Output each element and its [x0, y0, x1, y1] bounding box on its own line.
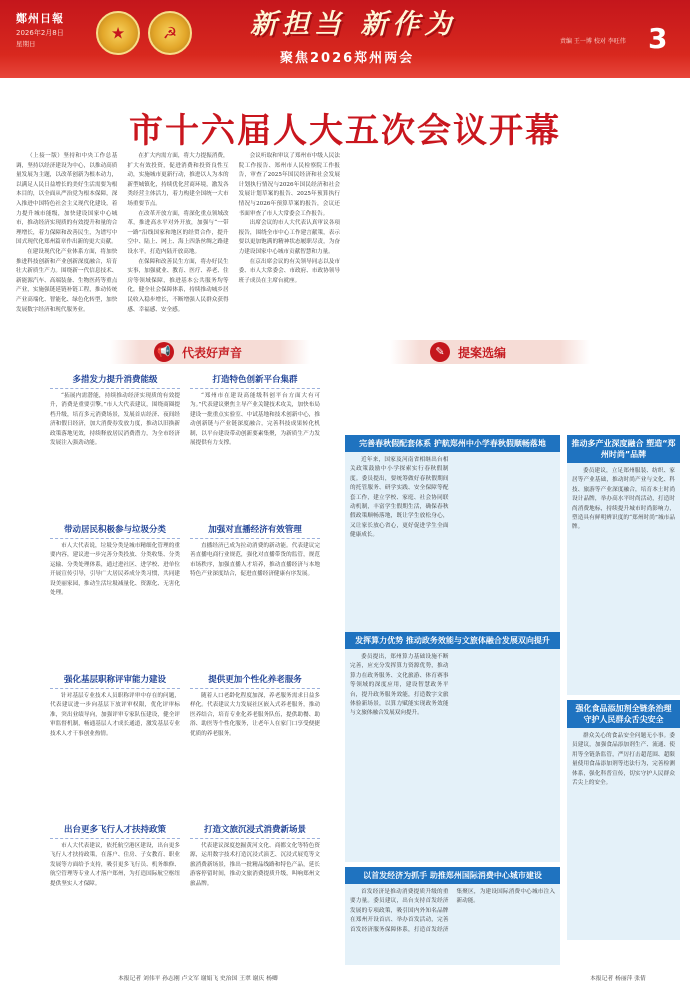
megaphone-icon: 📢: [154, 342, 174, 362]
lead-paragraph: 在保障和改善民生方面，将办好民生实事，加强就业、教育、医疗、养老、住房等领域保障，推进基本公共服务均等化，健全社会保障体系，持续推动城乡居民收入稳步增长，不断增强人民群众获得感、幸福感、安全感。: [127, 258, 229, 313]
proposal-box: [567, 700, 680, 940]
voice-text: 市人大代表建议，依托航空港区建设，出台更多飞行人才扶持政策，在落户、住房、子女教育、职业发展等方面给予支持，吸引更多飞行员、机务维修、航空管理等专业人才落户郑州，为打造国际航空枢纽提供坚实人才保障。: [50, 843, 180, 887]
voice-item: [190, 670, 320, 822]
voice-text: “郑州市在建设高能级科创平台方面大有可为。”代表建议聚焦主导产业关键技术攻关，加快布局建设一批重点实验室、中试基地和技术创新中心，推动创新链与产业链深度融合，完善科技成果转化机制，以平台建设带动创新要素集聚，为新质生产力发展提供有力支撑。: [190, 393, 320, 447]
proposal-text: 委员建议，立足郑州服装、纺织、家居等产业基础，推动时尚产业与文化、科技、旅游等产业深度融合，培育本土时尚设计品牌，举办高水平时尚活动，打造时尚消费地标，持续提升城市时尚影响力，塑造具有鲜明辨识度的“郑州时尚”城市品牌。: [572, 468, 675, 531]
proposal-text: 近年来，国家及河南省相继出台相关政策鼓励中小学探索实行春秋假制度。委员提出，要统筹做好春秋假期间的托管服务、研学实践、安全保障等配套工作，建立学校、家庭、社会协同联动机制，丰富学生假期生活，确保春秋假政策顺畅落地，既让学生放松身心，又让家长放心省心，更好促进学生全面健康成长。: [350, 457, 449, 539]
proposal-text: 群众关心的食品安全问题无小事。委员建议，加强食品添加剂生产、流通、使用等全链条监管，严厉打击超范围、超限量使用食品添加剂等违法行为，完善检测体系，强化科普宣传，切实守护人民群众舌尖上的安全。: [572, 733, 675, 787]
voice-item: [50, 370, 180, 522]
document-icon: ✎: [430, 342, 450, 362]
proposal-box: [345, 632, 560, 862]
voice-item: [50, 520, 180, 672]
lead-paragraph: 在建设现代化产业体系方面，将加快推进科技创新和产业创新深度融合，培育壮大新质生产力。围绕新一代信息技术、新能源汽车、高端装备、生物医药等重点产业，实施强链延链补链工程，推动传统产业高端化、智能化、绿色化转型，加快发展数字经济和现代服务业。: [16, 248, 118, 313]
voice-item: [190, 370, 320, 522]
lead-paragraph: 出席会议的市人大代表认真审议各项报告，围绕全市中心工作建言献策，表示要以更加饱满的精神状态履职尽责，为奋力建设国家中心城市贡献智慧和力量。: [238, 220, 340, 255]
lead-paragraph: 在扩大内需方面，将大力提振消费，扩大有效投资，促进消费和投资良性互动，实施城市更新行动，推进以人为本的新型城镇化，持续优化营商环境，激发各类经营主体活力，着力构建全国统一大市场重要节点。: [127, 153, 229, 207]
voice-title: 多措发力提升消费能级: [50, 370, 180, 389]
main-headline: 市十六届人大五次会议开幕: [129, 111, 561, 151]
voice-title: 加强对直播经济有效管理: [190, 520, 320, 539]
voice-item: [190, 820, 320, 972]
voice-title: 提供更加个性化养老服务: [190, 670, 320, 689]
voice-text: 随着人口老龄化程度加深，养老服务需求日益多样化。代表建议大力发展社区嵌入式养老服务，推动医养结合，培育专业化养老服务队伍，提供助餐、助浴、助医等个性化服务，让老年人在家门口享受便捷优质的养老服务。: [190, 693, 320, 737]
national-emblem-icon: ★: [96, 11, 140, 55]
proposal-title: 完善春秋假配套体系 护航郑州中小学春秋假顺畅落地: [345, 435, 560, 452]
proposal-title: 强化食品添加剂全链条治理 守护人民群众舌尖安全: [567, 700, 680, 728]
lead-paragraph: 在京出席会议的有关领导同志以及市委、市人大常委会、市政府、市政协领导班子成员在主席台就座。: [238, 258, 340, 284]
voice-title: 强化基层职称评审能力建设: [50, 670, 180, 689]
voice-item: [190, 520, 320, 672]
header-banner: [0, 0, 690, 78]
voice-text: 代表建议深度挖掘黄河文化、商都文化等特色资源，运用数字技术打造沉浸式演艺、沉浸式展览等文旅消费新场景，推出一批精品线路和特色产品，延长游客停留时间，推动文旅消费提质升级，叫响郑州文旅品牌。: [190, 843, 320, 887]
slogan: 新担当 新作为: [250, 9, 457, 40]
voices-section-title: 代表好声音: [182, 346, 243, 360]
proposal-title: 推动多产业深度融合 塑造“郑州时尚”品牌: [567, 435, 680, 463]
voices-column: [50, 370, 320, 970]
lead-paragraph: 会议听取和审议了郑州市中级人民法院工作报告、郑州市人民检察院工作报告，审查了2025年国民经济和社会发展计划执行情况与2026年国民经济和社会发展计划草案的报告、2025年预算执行情况与2026年预算草案的报告，会议还书面审查了市人大常委会工作报告。: [238, 153, 340, 217]
lead-paragraph: 在改革开放方面，将深化重点领域改革，推进高水平对外开放，加强与“一带一路”沿线国家和地区的经贸合作，提升空中、陆上、网上、海上四条丝绸之路建设水平，打造内陆开放高地。: [127, 210, 229, 255]
lead-article: [16, 152, 674, 328]
voice-title: 带动居民积极参与垃圾分类: [50, 520, 180, 539]
proposals-column: [345, 370, 680, 970]
voice-item: [50, 670, 180, 822]
left-reporters-byline: 本报记者 刘伟平 孙志刚 卢文军 谢娟飞 史治国 王翠 谢庆 杨卿: [118, 976, 278, 982]
voice-title: 打造特色创新平台集群: [190, 370, 320, 389]
voice-text: 市人大代表说，垃圾分类是城市精细化管理的重要内容，建议进一步完善分类投放、分类收集、分类运输、分类处理体系，通过进社区、进学校、进单位开展宣传引导，引导广大居民养成分类习惯，共同建设美丽家园，推动生活垃圾减量化、资源化、无害化处理。: [50, 543, 180, 597]
voice-text: 直播经济已成为拉动消费的新动能。代表建议完善直播电商行业规范，强化对直播带货的监管，规范市场秩序，加强直播人才培养，推动直播经济与本地特色产业深度结合，促进直播经济健康有序发展。: [190, 543, 320, 578]
page-number: 3: [648, 22, 668, 55]
right-reporters-byline: 本报记者 杨丽萍 张倩: [590, 976, 646, 982]
issue-date: 2026年2月8日: [16, 29, 64, 37]
masthead: 鄭州日報: [16, 12, 64, 25]
voice-title: 打造文旅沉浸式消费新场景: [190, 820, 320, 839]
voice-text: “拓展内需潜能，持续推动经济实现质的有效提升，消费是重要引擎。”市人大代表建议，围绕商圈提档升级，培育多元消费场景，发展首店经济、夜间经济和假日经济，加大消费券发放力度，推动以旧换新政策落地见效，持续释放居民消费潜力，为全市经济发展注入强劲动能。: [50, 393, 180, 447]
lead-paragraph: （上接一版）坚持和中央工作总基调，坚持以经济建设为中心，以推动高质量发展为主题，以改革创新为根本动力，以满足人民日益增长的美好生活需要为根本目的，以全面从严治党为根本保障，深入推进中国特色社会主义现代化建设，着力提升城市能级，加快建设国家中心城市，推动经济实现质的有效提升和量的合理增长，着力保障和改善民生，为谱写中国式现代化郑州篇章作出新的更大贡献。: [16, 153, 118, 246]
proposal-title: 以首发经济为抓手 助推郑州国际消费中心城市建设: [345, 867, 560, 884]
proposals-section-title: 提案选编: [458, 346, 507, 360]
voice-title: 出台更多飞行人才扶持政策: [50, 820, 180, 839]
voice-item: [50, 820, 180, 972]
voices-section-header: [110, 340, 310, 364]
proposal-box: [345, 435, 560, 660]
proposals-section-header: [390, 340, 590, 364]
proposal-title: 发挥算力优势 推动政务效能与文旅体融合发展双向提升: [345, 632, 560, 649]
proposal-box: [345, 867, 560, 965]
proposal-text: 委员提出，郑州算力基础设施不断完善，应充分发挥算力资源优势，推动算力在政务服务、文化旅游、体育赛事等领域的深度应用，建设智慧政务平台，提升政务服务效能，打造数字文旅体验新场景，以算力赋能实现政务效能与文旅体融合发展双向提升。: [350, 654, 449, 717]
proposal-text: 首发经济是推动消费提质升级的重要力量。委员建议，出台支持首发经济发展的专项政策，吸引国内外知名品牌在郑州开设首店、举办首发活动，完善首发经济服务保障体系，打造首发经济集聚区，为建设国际消费中心城市注入新动能。: [350, 889, 555, 933]
proposal-box: [567, 435, 680, 695]
party-emblem-icon: ☭: [148, 11, 192, 55]
voice-text: 针对基层专业技术人员职称评审中存在的问题，代表建议进一步向基层下放评审权限，优化评审标准，突出业绩导向，加强评审专家队伍建设，健全评审监督机制，畅通基层人才成长通道，激发基层专业技术人才干事创业热情。: [50, 693, 180, 737]
editor-info: 责编 王一博 校对 李旺伟: [560, 38, 626, 45]
section-subtitle: 聚焦2026郑州两会: [280, 51, 415, 66]
issue-weekday: 星期日: [16, 40, 36, 48]
